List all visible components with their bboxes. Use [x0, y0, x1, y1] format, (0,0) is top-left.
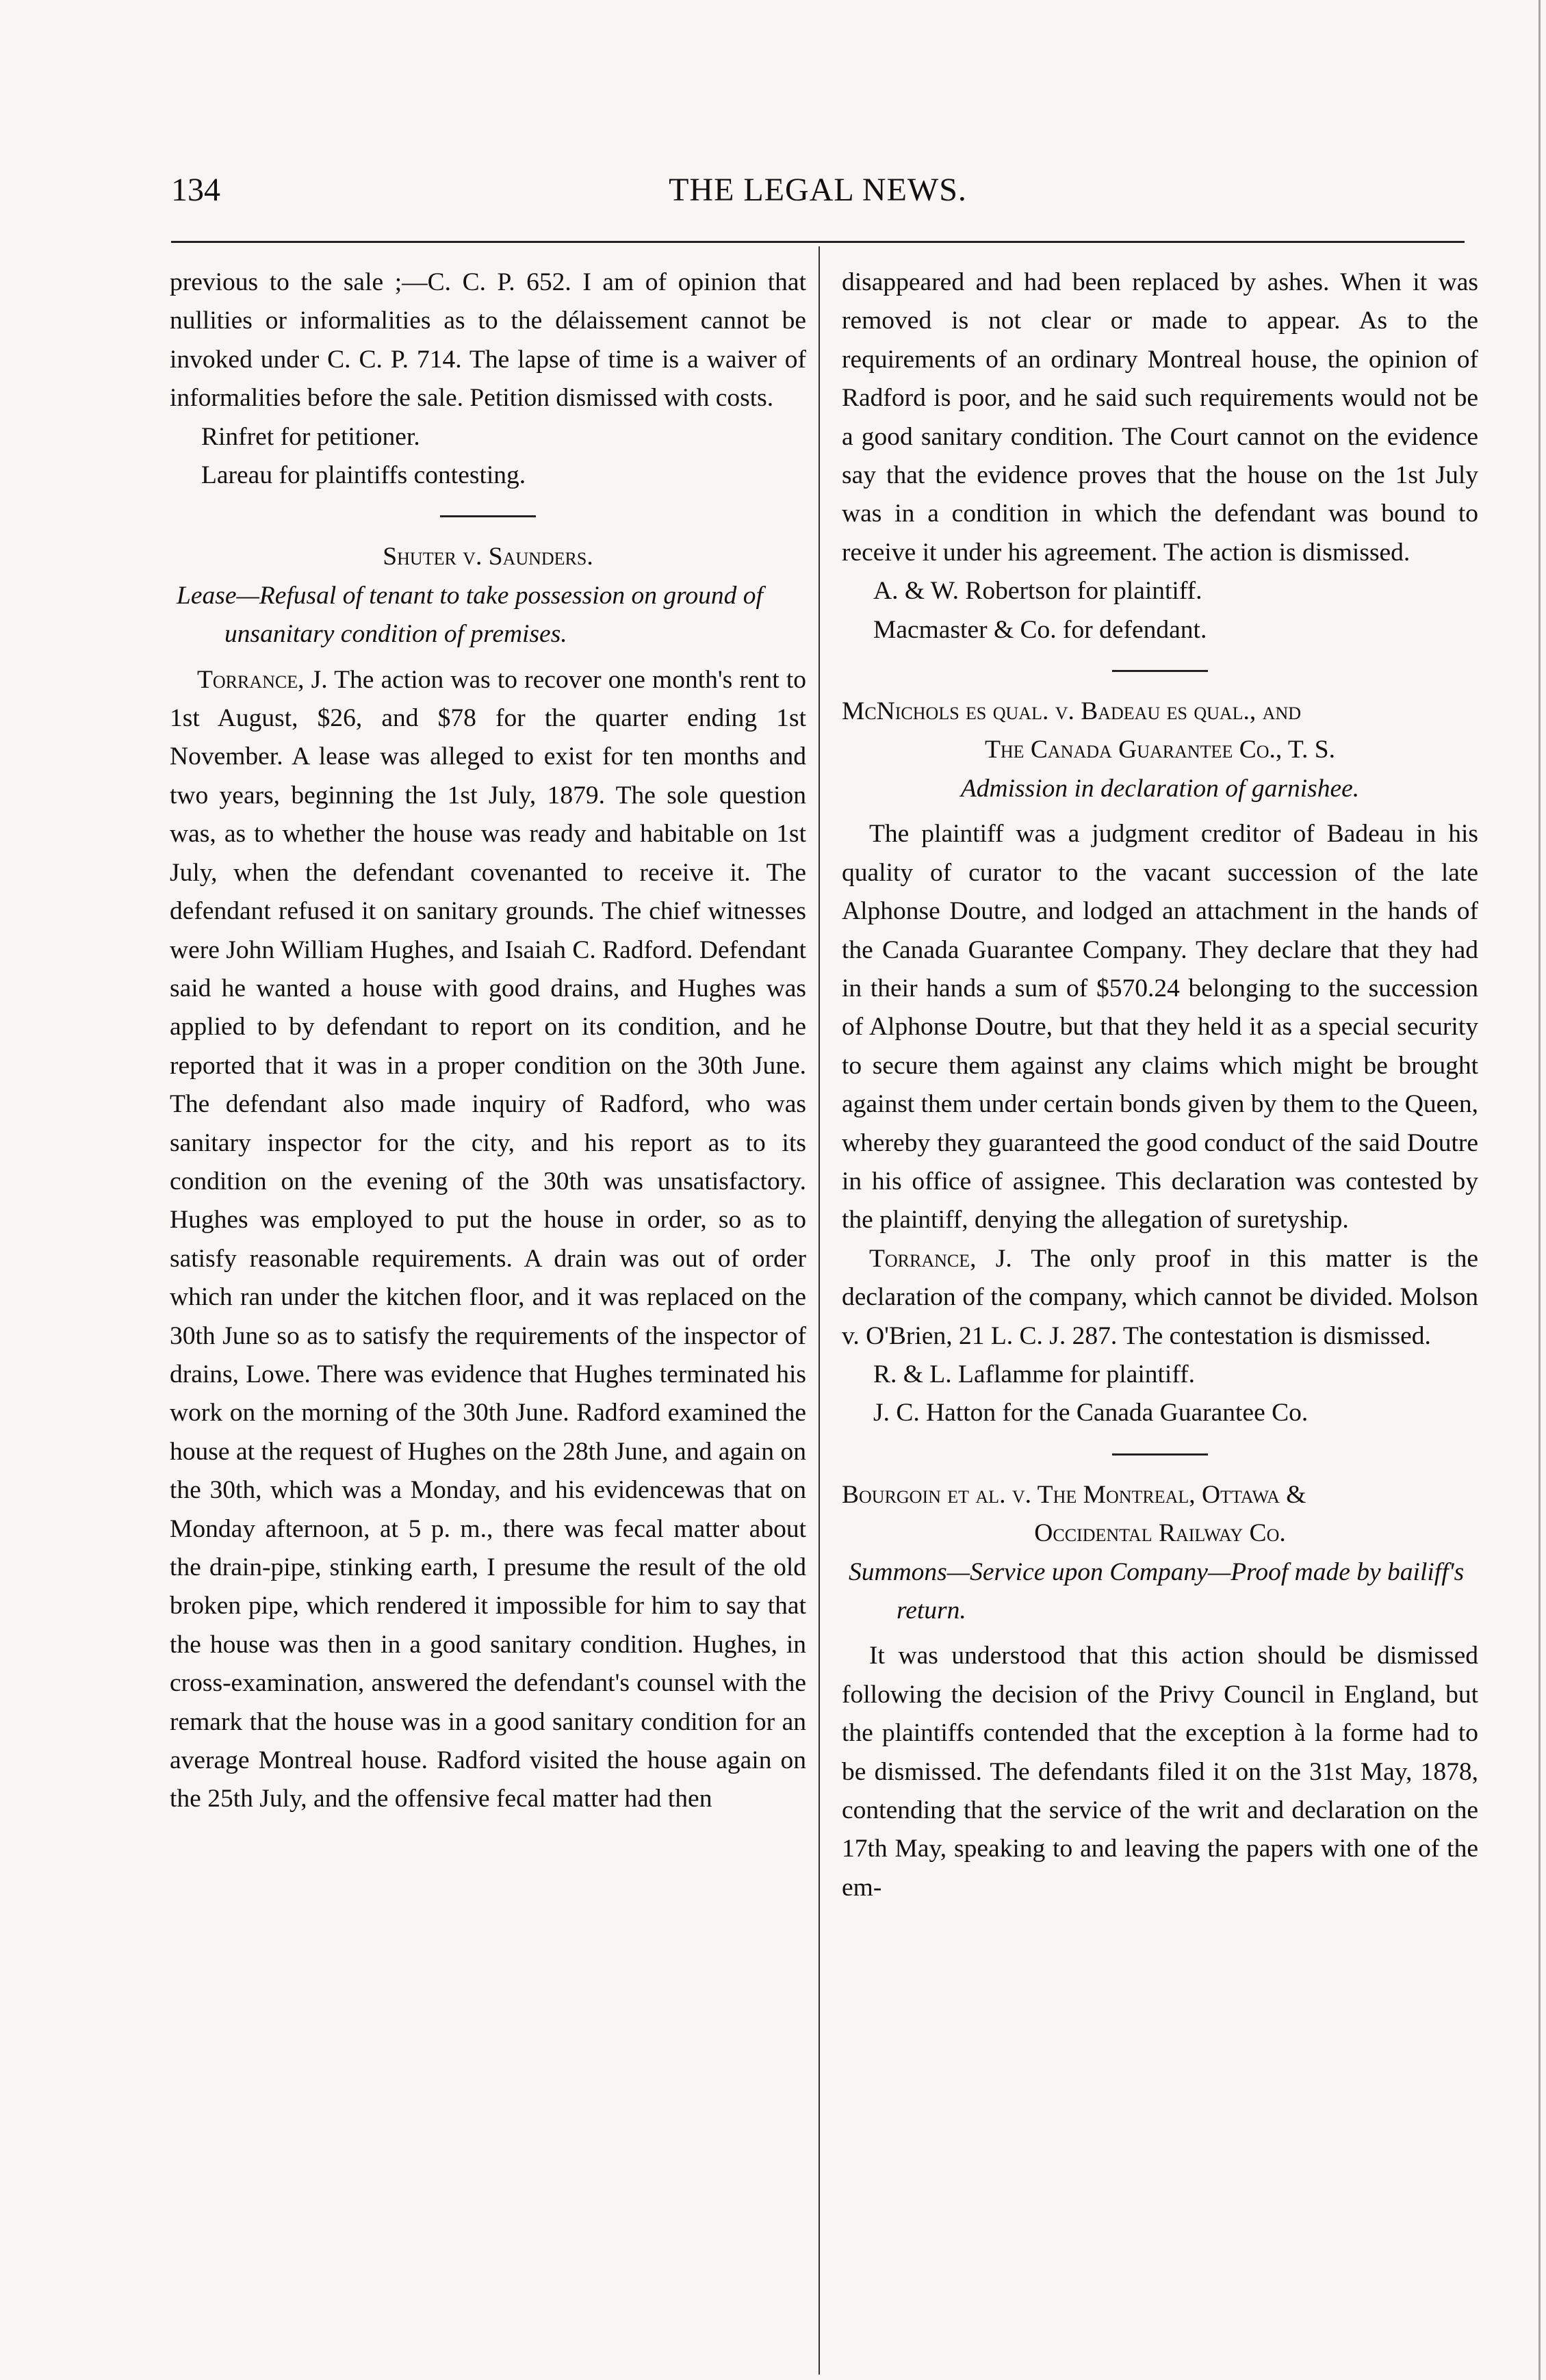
header-rule [171, 241, 1465, 243]
case4-title-line2: Occidental Railway Co. [1034, 1519, 1286, 1548]
case3-counsel-garnishee: J. C. Hatton for the Canada Guarantee Co. [873, 1399, 1309, 1427]
page-number: 134 [171, 172, 220, 208]
case4-body: It was understood that this action should be dismissed following the decision of the Privy Council in England, but the plaintiffs contended that the exception à la forme had to be dismissed. The defendants filed it on the 31st May, 1878, contending that the service of the writ and declaration on the 17th May, speaking to and leaving the papers with one of the em- [842, 1642, 1478, 1902]
case3-title-line1: McNichols es qual. v. Badeau es qual., and [842, 697, 1301, 726]
page-edge [1538, 0, 1541, 2380]
case2-subtitle: Lease—Refusal of tenant to take possession on ground of unsanitary condition of premises. [177, 581, 763, 649]
case2-title: Shuter v. Saunders. [383, 543, 593, 571]
journal-title: THE LEGAL NEWS. [669, 172, 967, 208]
case1-counsel-petitioner: Rinfret for petitioner. [201, 422, 420, 451]
section-divider [440, 515, 536, 517]
case2-body-paragraph [170, 661, 806, 1819]
right-column [842, 263, 1478, 1907]
case2-body: The action was to recover one month's rent to 1st August, $26, and $78 for the quarter ending 1st November. A lease was alleged to exist for ten months and two years, beginning the 1st July, 1879. The sole question was, as to whether the house was ready and habitable on 1st July, when the defendant covenanted to receive it. The defendant refused it on sanitary grounds. The chief witnesses were John William Hughes, and Isaiah C. Radford. Defendant said he wanted a house with good drains, and Hughes was applied to by defendant to report on its condition, and he reported that it was in a proper condition on the 30th June. The defendant also made inquiry of Radford, who was sanitary inspector for the city, and his report as to its condition on the evening of the 30th was unsatisfactory. Hughes was employed to put the house in order, so as to satisfy reasonable requirements. A drain was out of order which ran under the kitchen floor, and it was replaced on the 30th June so as to satisfy the requirements of the inspector of drains, Lowe. There was evidence that Hughes terminated his work on the morning of the 30th June. Radford examined the house at the request of Hughes on the 28th June, and again on the 30th, which was a Monday, and his evidencewas that on Monday afternoon, at 5 p. m., there was fecal matter about the drain-pipe, stinking earth, I presume the result of the old broken pipe, which rendered it impossible for him to say that the house was then in a good sanitary condition. Hughes, in cross-examination, answered the defendant's counsel with the remark that the house was in a good sanitary condition for an average Montreal house. Radford visited the house again on the 25th July, and the offensive fecal matter had then [170, 665, 807, 1813]
case3-judgment-paragraph [842, 1240, 1478, 1356]
case3-title-line2: The Canada Guarantee Co., T. S. [984, 736, 1336, 764]
section-divider [1112, 670, 1208, 672]
case4-subtitle: Summons—Service upon Company—Proof made by bailiff's return. [849, 1557, 1465, 1625]
column-divider [819, 246, 820, 2375]
case1-conclusion: previous to the sale ;—C. C. P. 652. I am of opinion that nullities or informalities as to the délaissement cannot be invoked under C. C. P. 714. The lapse of time is a waiver of informalities before the sale. Petition dismissed with costs. [170, 268, 806, 413]
case2-counsel-defendant: Macmaster & Co. for defendant. [873, 615, 1207, 644]
section-divider [1112, 1453, 1208, 1456]
case1-counsel-plaintiffs: Lareau for plaintiffs contesting. [201, 461, 526, 490]
case2-judge: Torrance, J. [197, 665, 328, 694]
case3-counsel-plaintiff: R. & L. Laflamme for plaintiff. [873, 1360, 1196, 1388]
case3-subtitle: Admission in declaration of garnishee. [960, 774, 1360, 803]
case3-judgment: The only proof in this matter is the declaration of the company, which cannot be divided. Molson v. O'Brien, 21 L. C. J. 287. The contestation is dismissed. [842, 1244, 1478, 1350]
case2-continued: disappeared and had been replaced by ashes. When it was removed is not clear or made to appear. As to the requirements of an ordinary Montreal house, the opinion of Radford is poor, and he said such requirements would not be a good sanitary condition. The Court cannot on the evidence say that the evidence proves that the house on the 1st July was in a condition in which the defendant was bound to receive it under his agreement. The action is dismissed. [842, 268, 1478, 567]
case4-title-line1: Bourgoin et al. v. The Montreal, Ottawa & [842, 1480, 1306, 1509]
case2-counsel-plaintiff: A. & W. Robertson for plaintiff. [873, 577, 1202, 606]
left-column [170, 263, 806, 1819]
case3-judge: Torrance, J. [869, 1244, 1012, 1273]
page-header [171, 171, 1465, 219]
case3-body: The plaintiff was a judgment creditor of Badeau in his quality of curator to the vacant succession of the late Alphonse Doutre, and lodged an attachment in the hands of the Canada Guarantee Company. They declare that they had in their hands a sum of $570.24 belonging to the succession of Alphonse Doutre, but that they held it as a special security to secure them against any claims which might be brought against them under certain bonds given by them to the Queen, whereby they guaranteed the good conduct of the said Doutre in his office of assignee. This declaration was contested by the plaintiff, denying the allegation of suretyship. [842, 820, 1478, 1234]
